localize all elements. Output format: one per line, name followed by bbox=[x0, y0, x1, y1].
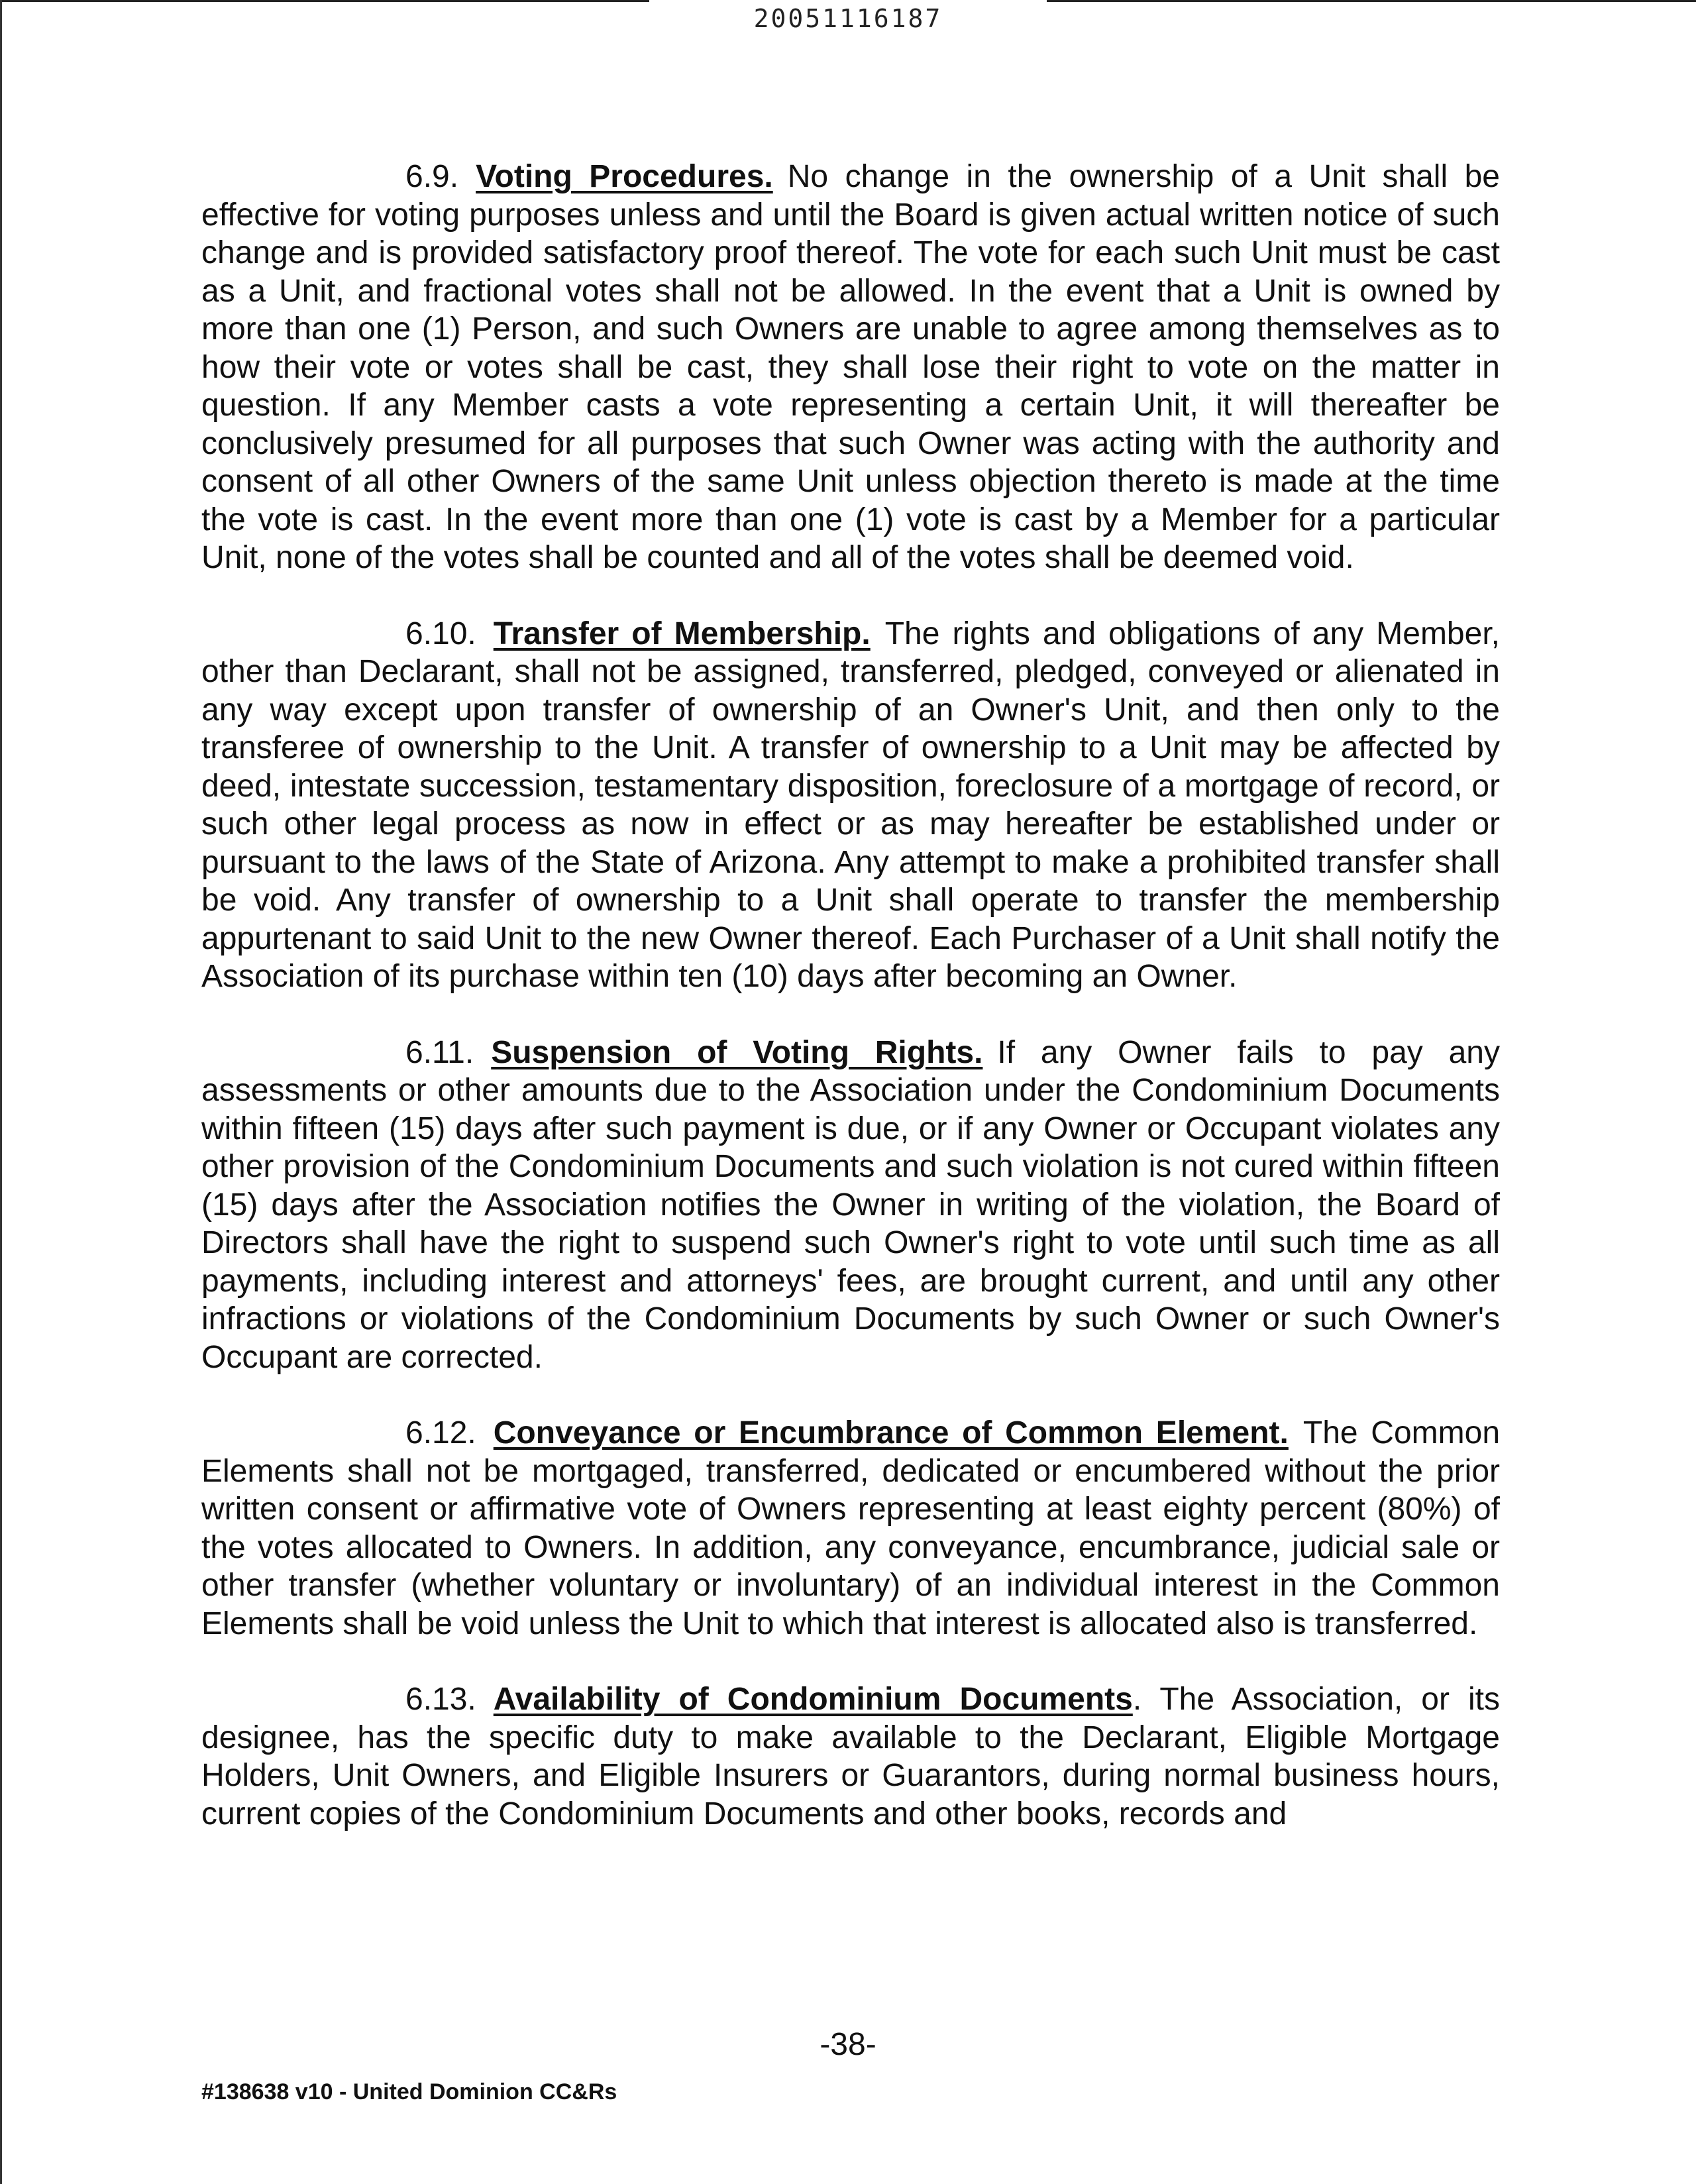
section-text: If any Owner fails to pay any assessments or other amounts due to the Association under the Condominium Documents within fifteen (15) days after such payment is due, or if any Owner or Occupant violates any other provision of the Condominium Documents and such violation is not cured within fifteen (15) days after the Association notifies the Owner in writing of the violation, the Board of Directors shall have the right to suspend such Owner's right to vote until such time as all payments, including interest and attorneys' fees, are brought current, and until any other infractions or violations of the Condominium Documents by such Owner or such Owner's Occupant are corrected. bbox=[201, 1034, 1500, 1375]
section-title: Transfer of Membership. bbox=[493, 616, 871, 651]
section-6-12 bbox=[201, 1414, 1500, 1643]
page-number: -38- bbox=[820, 2027, 876, 2062]
footer-document-ref: #138638 v10 - United Dominion CC&Rs bbox=[201, 2079, 617, 2104]
section-number: 6.13. bbox=[405, 1682, 476, 1717]
section-title: Availability of Condominium Documents bbox=[493, 1682, 1133, 1717]
section-6-13 bbox=[201, 1680, 1500, 1833]
top-rule-left bbox=[0, 0, 649, 2]
document-body bbox=[201, 158, 1500, 1871]
section-number: 6.10. bbox=[405, 616, 476, 651]
section-text: The rights and obligations of any Member, other than Declarant, shall not be assigned, transferred, pledged, conveyed or alienated in any way except upon transfer of ownership of an Owner's Unit, and then only to the transferee of ownership to the Unit. A transfer of ownership to a Unit may be affected by deed, intestate succession, testamentary disposition, foreclosure of a mortgage of record, or such other legal process as now in effect or as may hereafter be established under or pursuant to the laws of the State of Arizona. Any attempt to make a prohibited transfer shall be void. Any transfer of ownership to a Unit shall operate to transfer the membership appurtenant to said Unit to the new Owner thereof. Each Purchaser of a Unit shall notify the Association of its purchase within ten (10) days after becoming an Owner. bbox=[201, 616, 1500, 994]
section-text: The Common Elements shall not be mortgaged, transferred, dedicated or encumbered without the prior written consent or affirmative vote of Owners representing at least eighty percent (80%) of the votes allocated to Owners. In addition, any conveyance, encumbrance, judicial sale or other transfer (whether voluntary or involuntary) of an individual interest in the Common Elements shall be void unless the Unit to which that interest is allocated also is transferred. bbox=[201, 1415, 1501, 1641]
scan-left-edge bbox=[0, 0, 2, 2184]
top-rule-right bbox=[1047, 0, 1696, 2]
section-number: 6.9. bbox=[405, 159, 459, 194]
section-number: 6.12. bbox=[405, 1415, 476, 1450]
section-6-10 bbox=[201, 615, 1500, 996]
section-title: Conveyance or Encumbrance of Common Element. bbox=[493, 1415, 1289, 1450]
section-title: Suspension of Voting Rights. bbox=[491, 1034, 983, 1070]
section-text: . The Association, or its designee, has the specific duty to make available to the Declarant, Eligible Mortgage Holders, Unit Owners, and Eligible Insurers or Guarantors, during normal business hours, current copies of the Condominium Documents and other books, records and bbox=[201, 1682, 1500, 1831]
section-number: 6.11. bbox=[405, 1034, 474, 1070]
section-text: No change in the ownership of a Unit shall be effective for voting purposes unless and until the Board is given actual written notice of such change and is provided satisfactory proof thereof. The vote for each such Unit must be cast as a Unit, and fractional votes shall not be allowed. In the event that a Unit is owned by more than one (1) Person, and such Owners are unable to agree among themselves as to how their vote or votes shall be cast, they shall lose their right to vote on the matter in question. If any Member casts a vote representing a certain Unit, it will thereafter be conclusively presumed for all purposes that such Owner was acting with the authority and consent of all other Owners of the same Unit unless objection thereto is made at the time the vote is cast. In the event more than one (1) vote is cast by a Member for a particular Unit, none of the votes shall be counted and all of the votes shall be deemed void. bbox=[201, 159, 1500, 575]
section-6-11 bbox=[201, 1034, 1500, 1377]
recording-number: 20051116187 bbox=[753, 4, 943, 33]
section-title: Voting Procedures. bbox=[476, 159, 773, 194]
section-6-9 bbox=[201, 158, 1500, 577]
